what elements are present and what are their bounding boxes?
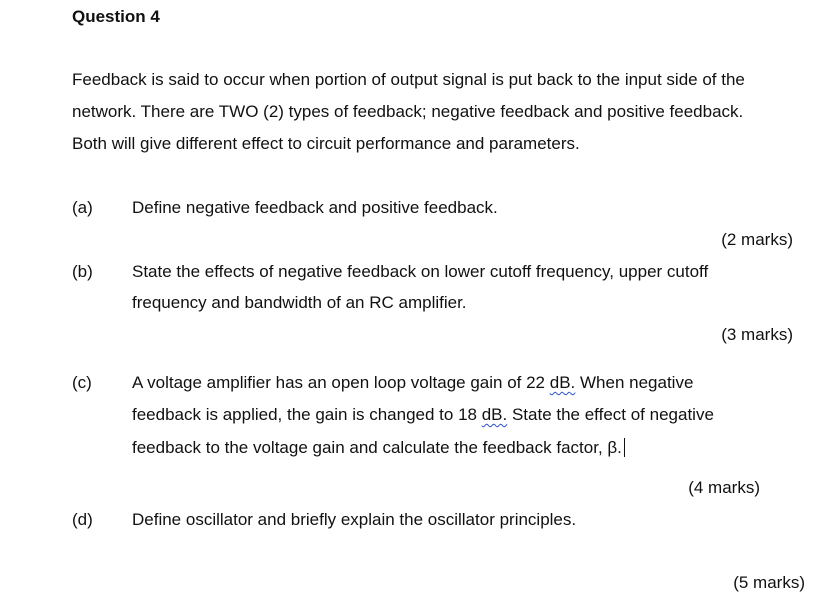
part-a-text: Define negative feedback and positive feedback. [132,198,498,217]
part-c-text-line-2 [132,404,714,426]
part-c-line-1-start: A voltage amplifier has an open loop voltage gain of 22 [132,373,550,392]
part-c-text-line-3 [132,437,625,459]
part-b-text-line-1: State the effects of negative feedback on lower cutoff frequency, upper cutoff [132,262,709,281]
part-b-label: (b) [72,262,93,281]
part-d-marks: (5 marks) [733,573,805,592]
part-c-line-2-end: State the effect of negative [507,405,714,424]
part-b-text-line-2: frequency and bandwidth of an RC amplifier. [132,293,467,312]
intro-line-1: Feedback is said to occur when portion of output signal is put back to the input side of the [72,70,745,89]
part-c-label: (c) [72,373,92,392]
part-d-text: Define oscillator and briefly explain the oscillator principles. [132,510,577,529]
part-c-text-line-1 [132,372,693,394]
question-title: Question 4 [72,7,160,26]
part-c-line-3-text: feedback to the voltage gain and calculate the feedback factor, β. [132,438,622,457]
part-d-label: (d) [72,510,93,529]
part-a-label: (a) [72,198,93,217]
intro-line-3: Both will give different effect to circuit performance and parameters. [72,134,580,153]
part-c-line-1-end: When negative [575,373,694,392]
part-b-marks: (3 marks) [721,325,793,344]
spellcheck-squiggle: dB. [481,405,508,424]
part-c-marks: (4 marks) [688,478,760,497]
intro-line-2: network. There are TWO (2) types of feedback; negative feedback and positive feedback. [72,102,744,121]
spellcheck-squiggle: dB. [549,373,576,392]
text-cursor [624,438,625,457]
part-c-line-2-start: feedback is applied, the gain is changed to 18 [132,405,482,424]
part-a-marks: (2 marks) [721,230,793,249]
